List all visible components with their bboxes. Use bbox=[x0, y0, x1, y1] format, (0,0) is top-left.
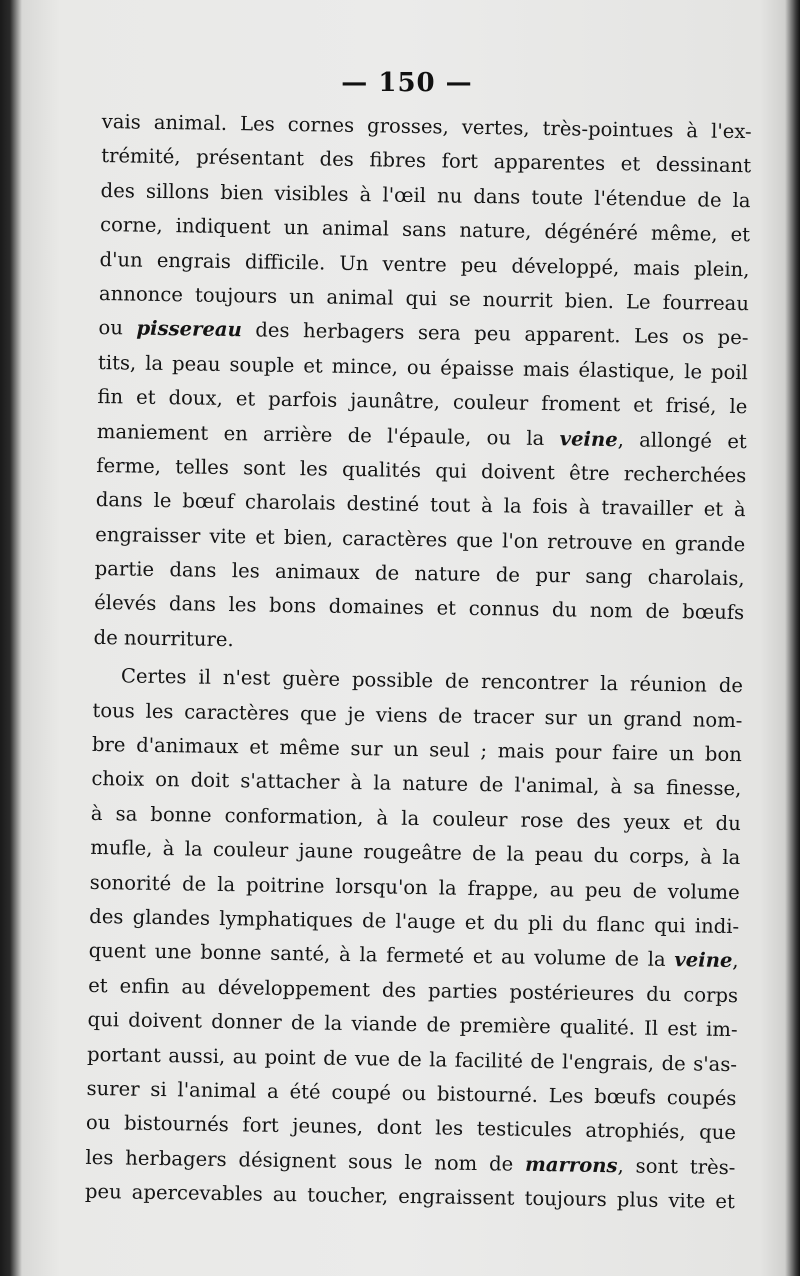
text-line: portant aussi, au point de vue de la facilité de l'engrais, de s'as- bbox=[86, 1042, 738, 1076]
italic-term: veine bbox=[559, 426, 618, 451]
paragraph-2 bbox=[85, 659, 744, 1219]
text-line: ou pissereau des herbagers sera peu apparent. Les os pe- bbox=[98, 316, 749, 350]
text-line: et enfin au développement des parties postérieures du corps bbox=[87, 973, 739, 1007]
text-line: à sa bonne conformation, à la couleur rose des yeux et du bbox=[90, 801, 741, 835]
text-line: les herbagers désignent sous le nom de marrons, sont très- bbox=[85, 1145, 736, 1179]
text-line: d'un engrais difficile. Un ventre peu développé, mais plein, bbox=[99, 247, 750, 281]
text-line: Certes il n'est guère possible de rencontrer la réunion de bbox=[120, 664, 744, 698]
text-line: tits, la peau souple et mince, ou épaisse mais élastique, le poil bbox=[97, 350, 749, 384]
text-line: bre d'animaux et même sur un seul ; mais pour faire un bon bbox=[91, 732, 743, 767]
text-line: des glandes lymphatiques de l'auge et du pli du flanc qui indi- bbox=[89, 904, 740, 939]
text-line: tous les caractères que je viens de tracer sur un grand nom- bbox=[92, 698, 743, 732]
text-line: corne, indiquent un animal sans nature, dégénéré même, et bbox=[99, 213, 751, 247]
text-line: ferme, telles sont les qualités qui doivent être recherchées bbox=[96, 453, 747, 488]
text-line: fin et doux, et parfois jaunâtre, couleur froment et frisé, le bbox=[97, 385, 748, 419]
text-line: peu apercevables au toucher, engraissent toujours plus vite et bbox=[84, 1179, 736, 1214]
italic-term: veine bbox=[674, 948, 733, 973]
body-text bbox=[85, 105, 752, 1220]
text-line: choix on doit s'attacher à la nature de l'animal, à sa finesse, bbox=[91, 767, 742, 801]
text-line: des sillons bien visibles à l'œil nu dans toute l'étendue de la bbox=[100, 178, 751, 212]
text-line: quent une bonne santé, à la fermeté et au volume de la veine, bbox=[88, 939, 739, 973]
text-line: engraisser vite et bien, caractères que l'on retrouve en grande bbox=[95, 522, 746, 556]
book-page bbox=[22, 0, 792, 1276]
text-line: vais animal. Les cornes grosses, vertes, très-pointues à l'ex- bbox=[101, 109, 752, 144]
text-line: ou bistournés fort jeunes, dont les testicules atrophiés, que bbox=[85, 1111, 737, 1145]
text-line: de nourriture. bbox=[93, 625, 234, 651]
italic-term: pissereau bbox=[136, 316, 243, 342]
text-line: trémité, présentant des fibres fort apparentes et dessinant bbox=[101, 144, 752, 178]
text-line: dans le bœuf charolais destiné tout à la fois à travailler et à bbox=[95, 488, 746, 522]
text-line: maniement en arrière de l'épaule, ou la veine, allongé et bbox=[96, 419, 747, 453]
text-line: sonorité de la poitrine lorsqu'on la frappe, au peu de volume bbox=[89, 870, 740, 904]
text-line: annonce toujours un animal qui se nourrit bien. Le fourreau bbox=[98, 281, 750, 316]
page-number: — 150 — bbox=[341, 68, 473, 98]
text-line: partie dans les animaux de nature de pur sang charolais, bbox=[94, 557, 745, 591]
paragraph-1 bbox=[93, 105, 752, 665]
italic-term: marrons bbox=[524, 1152, 618, 1177]
text-line: élevés dans les bons domaines et connus du nom de bœufs bbox=[93, 591, 745, 625]
text-line: qui doivent donner de la viande de première qualité. Il est im- bbox=[87, 1008, 738, 1042]
text-line: surer si l'animal a été coupé ou bistourné. Les bœufs coupés bbox=[86, 1076, 737, 1111]
text-line: mufle, à la couleur jaune rougeâtre de la peau du corps, à la bbox=[90, 836, 741, 870]
